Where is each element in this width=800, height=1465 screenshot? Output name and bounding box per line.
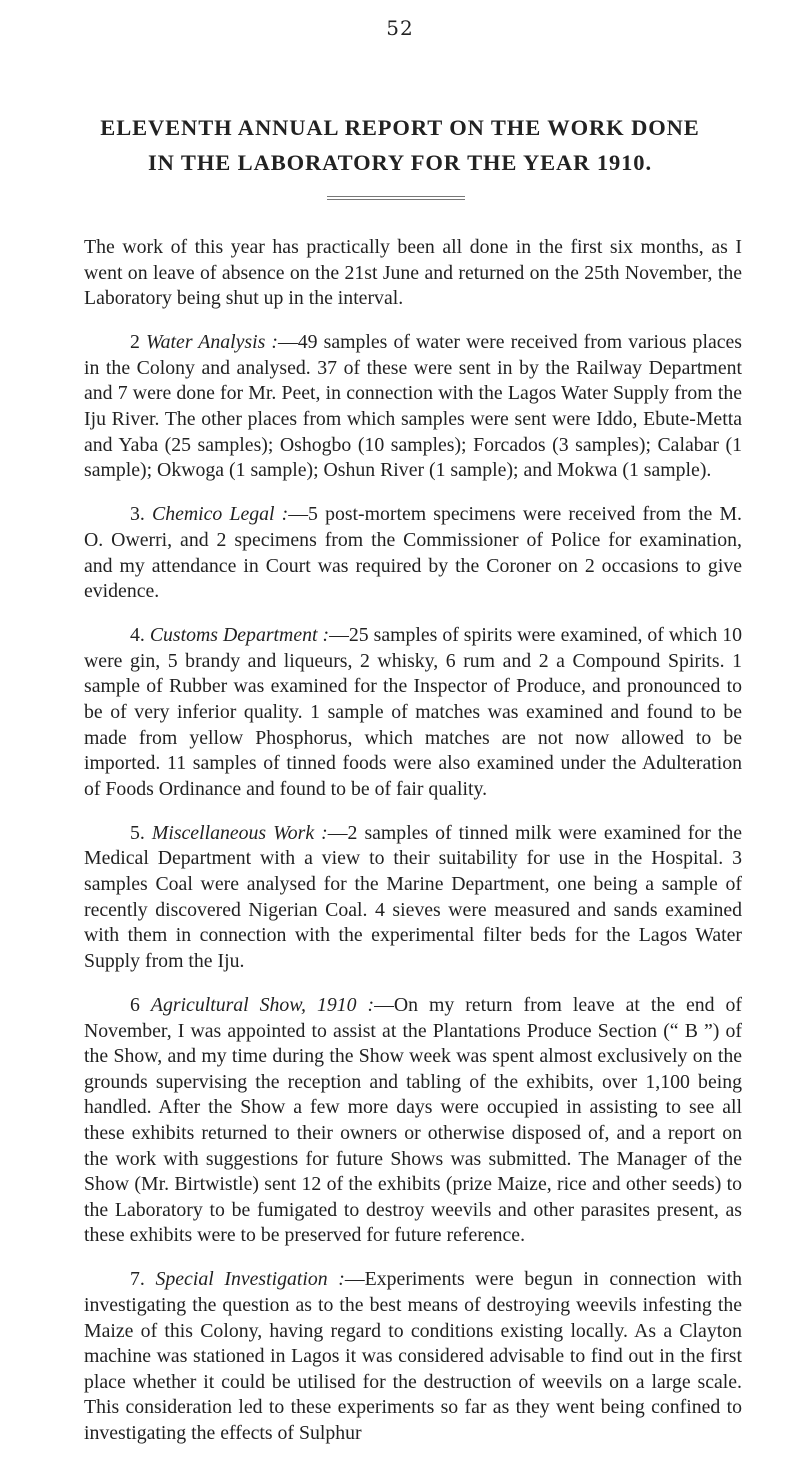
paragraph-heading: Customs Department : xyxy=(149,624,330,647)
paragraph-agricultural-show xyxy=(84,993,742,1249)
paragraph-special-investigation xyxy=(84,1267,742,1446)
paragraph-number: 5. xyxy=(130,821,145,844)
paragraph-miscellaneous-work xyxy=(84,821,742,975)
paragraph-text: —5 post-mortem specimens were received from the M. O. Owerri, and 2 specimens from the Commissioner of Police for examination, and my attendance in Court was required by the Coroner on 2 occasions to give evidence. xyxy=(84,503,742,603)
paragraph-heading: Special Investigation : xyxy=(155,1268,345,1291)
paragraph-text: —49 samples of water were received from various places in the Colony and analysed. 37 of these were sent in by the Railway Department and 7 were done for Mr. Peet, in connection with the Lagos Water Supply from the Iju River. The other places from which samples were sent were Iddo, Ebute-Metta and Yaba (25 samples); Oshogbo (10 samples); Forcados (3 samples); Calabar (1 sample); Okwoga (1 sample); Oshun River (1 sample); and Mokwa (1 sample). xyxy=(84,331,742,482)
paragraph-text: —2 samples of tinned milk were examined for the Medical Department with a view to their suitability for use in the Hospital. 3 samples Coal were analysed for the Marine Department, one being a sample of recently discovered Nigerian Coal. 4 sieves were measured and sands examined with them in connection with the experimental filter beds for the Lagos Water Supply from the Iju. xyxy=(84,821,742,972)
paragraph-number: 7. xyxy=(130,1268,145,1291)
report-title xyxy=(40,110,760,180)
paragraph-text: —On my return from leave at the end of November, I was appointed to assist at the Plantations Produce Section (“ B ”) of the Show, and my time during the Show week was spent almost exclusively on the grounds supervising the reception and tabling of the exhibits, over 1,100 being handled. After the Show a few more days were occupied in assisting to see all these exhibits returned to their owners or otherwise disposed of, and a report on the work with suggestions for future Shows was submitted. The Manager of the Show (Mr. Birtwistle) sent 12 of the exhibits (prize Maize, rice and other seeds) to the Laboratory to be fumigated to destroy weevils and other parasites present, as these exhibits were to be preserved for future reference. xyxy=(84,993,742,1247)
paragraph-water-analysis xyxy=(84,330,742,484)
page-number: 52 xyxy=(386,16,414,40)
paragraph-number: 6 xyxy=(130,993,140,1016)
paragraph-text: The work of this year has practically been all done in the first six months, as I went on leave of absence on the 21st June and returned on the 25th November, the Laboratory being shut up in the interval. xyxy=(84,236,742,310)
paragraph-chemico-legal xyxy=(84,502,742,604)
paragraph-text: —Experiments were begun in connection with investigating the question as to the best means of destroying weevils infesting the Maize of this Colony, having regard to conditions existing locally. As a Clayton machine was stationed in Lagos it was considered advisable to find out in the first place whether it could be utilised for the destruction of weevils on a large scale. This consideration led to these experiments so far as they went being confined to investigating the effects of Sulphur xyxy=(84,1268,742,1444)
paragraph-number: 3. xyxy=(130,503,145,526)
report-body xyxy=(84,235,742,1465)
title-line-2: IN THE LABORATORY FOR THE YEAR 1910. xyxy=(148,150,652,175)
paragraph-heading: Agricultural Show, 1910 : xyxy=(150,993,375,1016)
paragraph-intro xyxy=(84,235,742,312)
title-rule xyxy=(327,196,465,197)
paragraph-heading: Chemico Legal : xyxy=(152,503,289,526)
title-rule-second xyxy=(327,199,465,200)
title-line-1: ELEVENTH ANNUAL REPORT ON THE WORK DONE xyxy=(100,115,700,140)
paragraph-number: 4. xyxy=(130,624,145,647)
paragraph-heading: Water Analysis : xyxy=(146,331,278,354)
paragraph-heading: Miscellaneous Work : xyxy=(151,821,328,844)
paragraph-text: —25 samples of spirits were examined, of which 10 were gin, 5 brandy and liqueurs, 2 whisky, 6 rum and 2 a Compound Spirits. 1 sample of Rubber was examined for the Inspector of Produce, and pronounced to be of very inferior quality. 1 sample of matches was examined and found to be made from yellow Phosphorus, which matches are not now allowed to be imported. 11 samples of tinned foods were also examined under the Adulteration of Foods Ordinance and found to be of fair quality. xyxy=(84,624,742,800)
paragraph-customs-department xyxy=(84,623,742,802)
paragraph-number: 2 xyxy=(130,331,140,354)
